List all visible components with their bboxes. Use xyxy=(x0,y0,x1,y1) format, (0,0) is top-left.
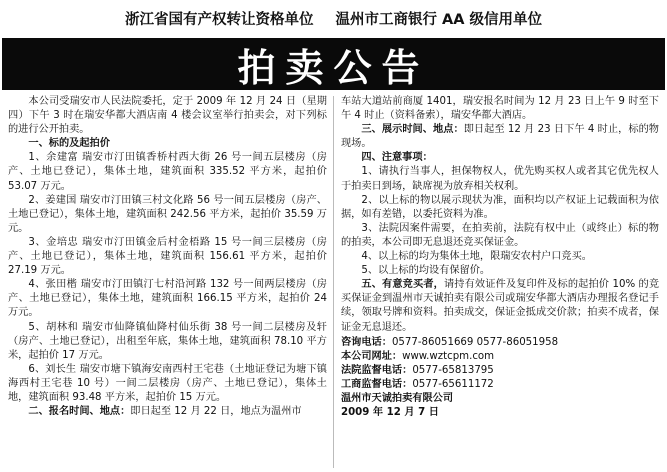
lot-item: 6、刘长生 瑞安市塘下镇海安南西村王宅巷（土地证登记为塘下镇海西村王宅巷 10 号）一间二层楼房（房产、土地已登记），集体土地，建筑面积 93.48 平方米，起拍价 15 万元。 xyxy=(8,363,327,403)
section-3-text: 即日起至 12 月 23 日下午 4 时止，标的物现场。 xyxy=(341,124,659,150)
header xyxy=(0,0,667,37)
contact-value: 0577-65813795 xyxy=(412,364,494,376)
contact-label: 法院监督电话： xyxy=(341,364,413,376)
lot-item: 2、姜建国 瑞安市汀田镇三村文化路 56 号一间五层楼房（房产、土地已登记），集体土地，建筑面积 242.56 平方米，起拍价 35.59 万元。 xyxy=(8,194,327,234)
contact-value: 0577-65611172 xyxy=(412,378,494,390)
right-column xyxy=(341,95,659,420)
lot-item: 3、金培忠 瑞安市汀田镇金后村金梧路 15 号一间三层楼房（房产、土地已登记），集体土地，建筑面积 156.61 平方米，起拍价 27.19 万元。 xyxy=(8,236,327,277)
title-banner xyxy=(2,38,665,90)
header-left-title: 浙江省国有产权转让资格单位 xyxy=(124,12,314,28)
lot-item: 5、胡林和 瑞安市仙降镇仙降村仙乐街 38 号一间二层楼房及轩（房产、土地已登记），出租至年底，集体土地，建筑面积 78.10 平方米，起拍价 17 万元。 xyxy=(8,321,327,361)
note-item: 5、以上标的均设有保留价。 xyxy=(361,265,491,277)
signature-date: 2009 年 12 月 7 日 xyxy=(341,407,439,419)
announcement-body xyxy=(0,95,667,472)
left-column xyxy=(8,95,327,419)
contact-court-phone xyxy=(341,364,659,378)
note-item: 2、以上标的物以展示现状为准，面积均以产权证上记载面积为依据，如有差错，以委托资料为准。 xyxy=(341,194,659,220)
section-5-paragraph xyxy=(341,278,659,334)
contact-label: 本公司网址： xyxy=(341,350,403,362)
contact-label: 工商监督电话： xyxy=(341,378,413,390)
section-3-title: 三、展示时间、地点： xyxy=(361,124,464,136)
intro-paragraph: 本公司受瑞安市人民法院委托，定于 2009 年 12 月 24 日（星期四）下午 3 时在瑞安华都大酒店南 4 楼会议室举行拍卖会，对下列标的进行公开拍卖。 xyxy=(8,96,327,136)
note-item: 3、法院因案件需要，在拍卖前，法院有权中止（或终止）标的物的拍卖，本公司即无息退还竞买保证金。 xyxy=(341,222,659,248)
section-2-paragraph xyxy=(8,405,327,419)
contact-consult-phone xyxy=(341,336,659,350)
section-5-title: 五、有意竞买者， xyxy=(361,279,444,291)
contact-value: www.wztcpm.com xyxy=(402,350,495,362)
contact-commerce-phone xyxy=(341,378,659,392)
contact-label: 咨询电话： xyxy=(341,336,392,348)
banner-title: 拍卖公告 xyxy=(237,45,430,90)
header-right-title: 温州市工商银行 AA 级信用单位 xyxy=(335,12,543,28)
lot-item: 4、张田楷 瑞安市汀田镇汀七村沿河路 132 号一间两层楼房（房产、土地已登记），集体土地，建筑面积 166.15 平方米，起拍价 24 万元。 xyxy=(8,279,327,319)
section-2-title: 二、报名时间、地点： xyxy=(28,406,131,418)
lot-item: 1、余建富 瑞安市汀田镇香桥村西大街 26 号一间五层楼房（房产、土地已登记），集体土地，建筑面积 335.52 平方米，起拍价 53.07 万元。 xyxy=(8,152,327,192)
note-item: 1、请执行当事人，担保物权人，优先购买权人或者其它优先权人于拍卖日到场，缺席视为放弃相关权利。 xyxy=(341,166,659,192)
section-5-text: 请持有效证件及复印件及标的起拍价 10% 的竞买保证金到温州市天诚拍卖有限公司或瑞安华都大酒店办理报名登记手续，领取号牌和资料。拍卖成交，保证金抵成交价款；拍卖不成者，保证金无息退还。 xyxy=(341,279,660,333)
contact-value: 0577-86051669 0577-86051958 xyxy=(391,336,559,348)
section-4-title: 四、注意事项： xyxy=(361,152,433,164)
contact-list xyxy=(341,336,659,392)
section-1-title: 一、标的及起拍价 xyxy=(28,138,110,150)
contact-website xyxy=(341,350,659,364)
section-2-continued: 车站大道站前商厦 1401，瑞安报名时间为 12 月 23 日上午 9 时至下午 4 时止（资料备索），瑞安华都大酒店。 xyxy=(341,96,659,122)
section-3-paragraph xyxy=(341,123,659,151)
note-item: 4、以上标的均为集体土地，限瑞安农村户口竞买。 xyxy=(361,251,592,263)
signature-company: 温州市天诚拍卖有限公司 xyxy=(341,392,454,404)
section-2-text: 即日起至 12 月 22 日，地点为温州市 xyxy=(130,406,302,418)
